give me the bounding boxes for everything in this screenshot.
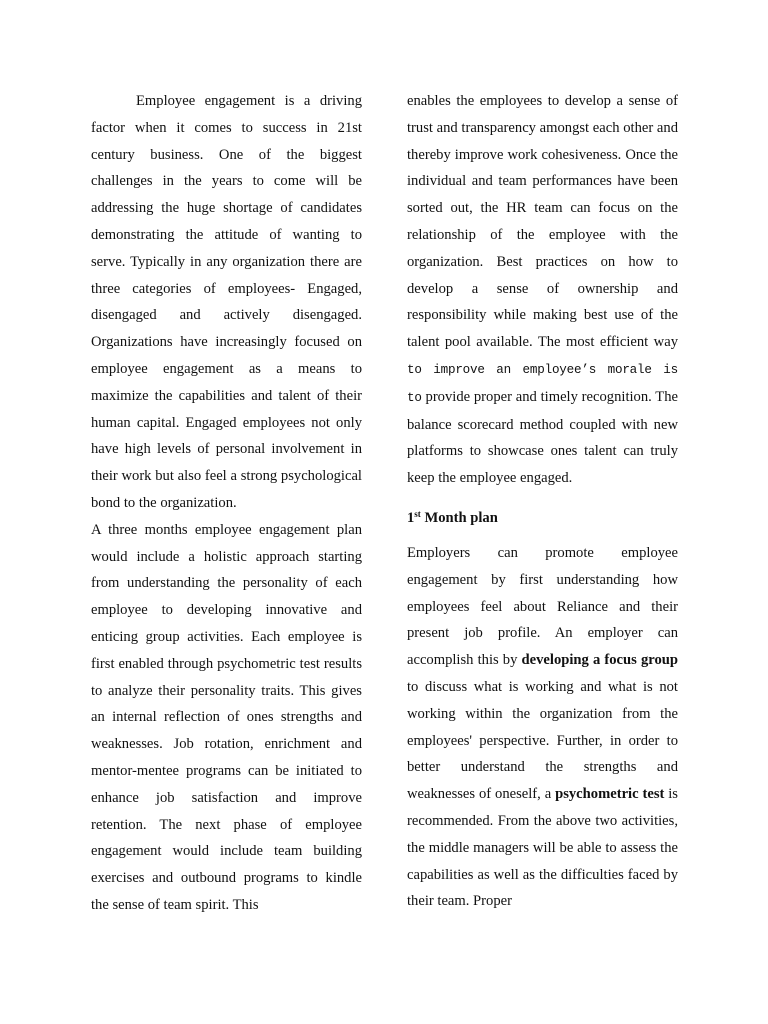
heading-text: Month plan [420,509,498,526]
heading-superscript: st [414,508,421,519]
continuation-mono-text: to improve an employee’s morale is to [407,362,678,405]
continuation-paragraph [407,88,678,492]
month-plan-text-c: is recommended. From the above two activities, the middle managers will be able to assess the capabilities as well as the difficulties faced by their team. Proper [407,786,678,910]
month-plan-paragraph [407,540,678,915]
month-plan-text-a: Employers can promote employee engagement by first understanding how employees feel about Reliance and their present job profile. An employer can accomplish this by [407,544,678,669]
section-heading [407,505,678,531]
continuation-text-end: provide proper and timely recognition. The balance scorecard method coupled with new platforms to showcase ones talent can truly keep the employee engaged. [407,388,678,487]
heading-number: 1 [407,509,415,526]
psychometric-test-bold: psychometric test [555,786,665,803]
continuation-text: enables the employees to develop a sense of trust and transparency amongst each other and thereby improve work cohesiveness. Once the individual and team performances have been sorted out, the HR team can focus on the relationship of the employee with the organization. Best practices on how to develop a sense of ownership and responsibility while making best use of the talent pool available. The most efficient way [407,93,678,351]
month-plan-text-b: to discuss what is working and what is not working within the organization from the employees' perspective. Further, in order to better understand the strengths and weaknesses of oneself, a [407,678,678,803]
right-column [407,88,678,915]
focus-group-bold: developing a focus group [521,652,678,669]
intro-paragraph: Employee engagement is a driving factor when it comes to success in 21st century business. One of the biggest challenges in the years to come will be addressing the huge shortage of candidates demonstrating the attitude of wanting to serve. Typically in any organization there are three categories of employees- Engaged, disengaged and actively disengaged. Organizations have increasingly focused on employee engagement as a means to maximize the capabilities and talent of their human capital. Engaged employees not only have high levels of personal involvement in their work but also feel a strong psychological bond to the organization. [91,93,362,511]
engagement-plan-paragraph: A three months employee engagement plan would include a holistic approach starting from understanding the personality of each employee to developing innovative and enticing group activities. Each employee is first enabled through psychometric test results to analyze their personality traits. This gives an internal reflection of ones strengths and weaknesses. Job rotation, enrichment and mentor-mentee programs can be initiated to enhance job satisfaction and improve retention. The next phase of employee engagement would include team building exercises and outbound programs to kindle the sense of team spirit. This [91,521,362,913]
left-column [91,88,362,919]
